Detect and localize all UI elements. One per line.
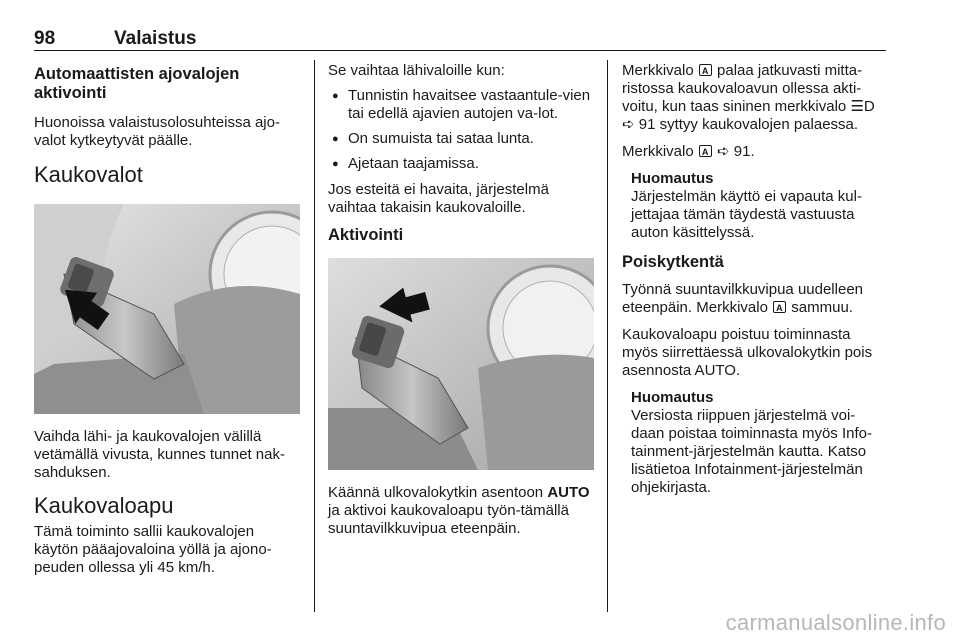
list-item: ● Ajetaan taajamissa.	[328, 155, 594, 173]
off-text-2: Kaukovaloapu poistuu toiminnasta myös siirrettäessä ulkovalokytkin pois asennosta AUTO.	[622, 326, 873, 379]
note-title: Huomautus	[631, 389, 714, 406]
assist-text: Tämä toiminto sallii kaukovalojen käytön pääajovaloina yöllä ja ajono-peuden ollessa yli 45 km/h.	[34, 523, 272, 576]
switch-intro: Se vaihtaa lähivaloille kun:	[328, 62, 505, 79]
list-item: ● On sumuista tai sataa lunta.	[328, 130, 594, 148]
text-part: palaa jatkuvasti mitta-ristossa kaukovaloavun ollessa akti-voitu, kun taas sininen merkkivalo ☰D	[622, 62, 875, 115]
text-part: Työnnä suuntavilkkuvipua uudelleen eteenpäin. Merkkivalo	[622, 281, 864, 316]
high-beam-assist-icon	[699, 64, 712, 76]
page-ref-arrow-icon: ➪	[622, 116, 635, 133]
text-part: sammuu.	[791, 299, 853, 316]
page-header	[34, 28, 886, 50]
off-text	[622, 281, 888, 317]
activation-caption	[328, 484, 594, 538]
text-part: Merkkivalo	[622, 62, 694, 79]
page-ref-arrow-icon: ➪	[717, 143, 730, 160]
column-1	[34, 62, 300, 586]
high-beam-heading: Kaukovalot	[34, 162, 143, 187]
page-title: Valaistus	[114, 28, 197, 49]
note-text: Versiosta riippuen järjestelmä voi-daan poistaa toiminnasta myös Info-tainment-järjestelmän kautta. Katso lisätietoa Infotainment-järjestelmän ohjekirjasta.	[631, 407, 872, 496]
high-beam-illustration	[34, 204, 300, 414]
high-beam-caption: Vaihda lähi- ja kaukovalojen välillä vetämällä vivusta, kunnes tunnet nak-sahduksen.	[34, 428, 285, 481]
text-part: 91.	[733, 143, 755, 160]
off-heading: Poiskytkentä	[622, 253, 724, 271]
high-beam-assist-icon	[699, 145, 712, 157]
indicator-text-2	[622, 143, 888, 161]
text-part: Merkkivalo	[622, 143, 694, 160]
column-3	[622, 62, 888, 508]
activation-illustration	[328, 258, 594, 470]
note-text: Järjestelmän käyttö ei vapauta kul-jettajaa tämän täydestä vastuusta auton käsittelyssä.	[631, 188, 862, 241]
column-2	[328, 62, 594, 547]
activation-heading: Aktivointi	[328, 226, 404, 244]
text-part: 91 syttyy kaukovalojen palaessa.	[638, 116, 859, 133]
note-2	[622, 389, 888, 497]
note-title: Huomautus	[631, 170, 714, 187]
auto-lights-heading: Automaattisten ajovalojen aktivointi	[34, 65, 240, 102]
caption-part: ja aktivoi kaukovaloapu työn-tämällä suuntavilkkuvipua eteenpäin.	[328, 502, 569, 537]
page-number: 98	[34, 28, 56, 49]
column-divider-1	[314, 60, 315, 612]
conditions-list	[328, 87, 594, 173]
switch-back-text: Jos esteitä ei havaita, järjestelmä vaihtaa takaisin kaukovaloille.	[328, 181, 549, 216]
indicator-text-1	[622, 62, 888, 134]
assist-heading: Kaukovaloapu	[34, 493, 174, 518]
list-item: ● Tunnistin havaitsee vastaantule-vien tai edellä ajavien autojen va-lot.	[328, 87, 594, 123]
note-1	[622, 170, 888, 242]
watermark: carmanualsonline.info	[725, 610, 946, 635]
header-rule	[34, 50, 886, 51]
auto-label: AUTO	[547, 484, 590, 501]
auto-lights-text: Huonoissa valaistusolosuhteissa ajo-valot kytkeytyvät päälle.	[34, 114, 280, 149]
caption-part: Käännä ulkovalokytkin asentoon	[328, 484, 544, 501]
high-beam-assist-icon	[773, 301, 786, 313]
column-divider-2	[607, 60, 608, 612]
